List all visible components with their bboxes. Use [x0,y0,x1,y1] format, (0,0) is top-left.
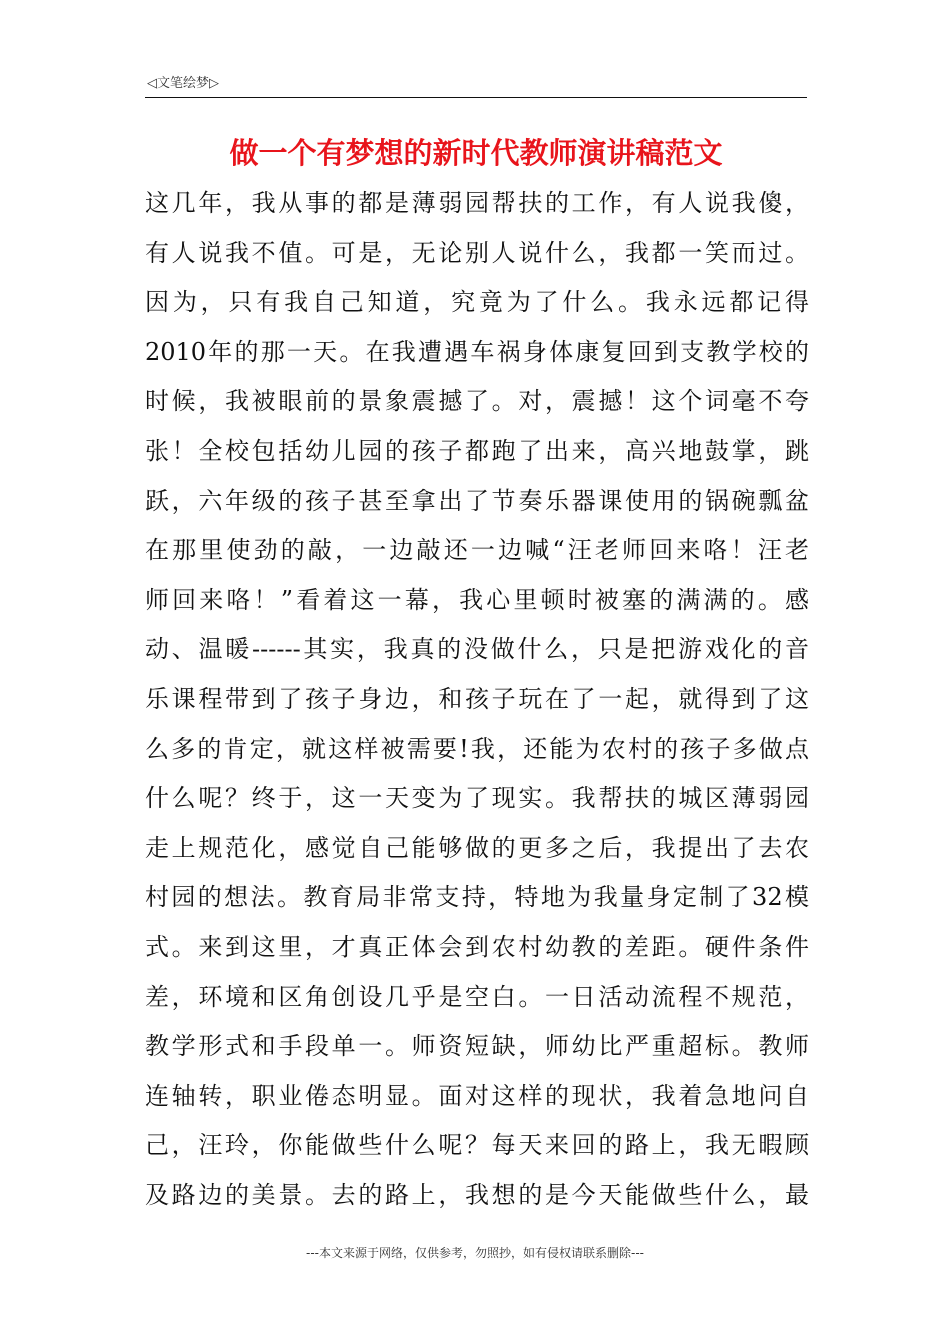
body-line: 时候，我被眼前的景象震撼了。对，震撼！这个词毫不夸 [145,387,809,416]
body-line: 张！全校包括幼儿园的孩子都跑了出来，高兴地鼓掌，跳 [145,436,809,465]
document-title: 做一个有梦想的新时代教师演讲稿范文 [229,136,723,170]
body-line: 差，环境和区角创设几乎是空白。一日活动流程不规范， [145,982,809,1011]
body-line: 有人说我不值。可是，无论别人说什么，我都一笑而过。 [145,238,809,267]
header-divider [145,97,807,98]
body-line: 因为，只有我自己知道，究竟为了什么。我永远都记得 [145,288,809,317]
body-text [145,179,809,1220]
body-line: 教学形式和手段单一。师资短缺，师幼比严重超标。教师 [145,1032,809,1061]
footer-notice: ---本文来源于网络，仅供参考，勿照抄，如有侵权请联系删除--- [306,1246,644,1260]
body-line: 己，汪玲，你能做些什么呢？每天来回的路上，我无暇顾 [145,1131,809,1160]
body-line: 师回来咯！”看着这一幕，我心里顿时被塞的满满的。感 [145,585,809,614]
body-line: 式。来到这里，才真正体会到农村幼教的差距。硬件条件 [145,932,809,961]
body-line: 及路边的美景。去的路上，我想的是今天能做些什么，最 [145,1180,809,1209]
body-line: 在那里使劲的敲，一边敲还一边喊“汪老师回来咯！汪老 [145,536,809,565]
body-line: 乐课程带到了孩子身边，和孩子玩在了一起，就得到了这 [145,684,809,713]
body-line: 走上规范化，感觉自己能够做的更多之后，我提出了去农 [145,833,809,862]
body-line: 2010年的那一天。在我遭遇车祸身体康复回到支教学校的 [145,337,809,366]
body-line: 么多的肯定，就这样被需要!我，还能为农村的孩子多做点 [145,734,809,763]
body-line: 这几年，我从事的都是薄弱园帮扶的工作，有人说我傻， [145,189,809,217]
body-line: 动、温暖------其实，我真的没做什么，只是把游戏化的音 [145,635,809,664]
header-brand: ◁文笔绘梦▷ [147,76,219,91]
body-line: 什么呢？终于，这一天变为了现实。我帮扶的城区薄弱园 [145,784,809,813]
body-line: 跃，六年级的孩子甚至拿出了节奏乐器课使用的锅碗瓢盆 [145,486,809,515]
body-line: 村园的想法。教育局非常支持，特地为我量身定制了32模 [145,883,809,912]
body-line: 连轴转，职业倦态明显。面对这样的现状，我着急地问自 [145,1081,809,1110]
